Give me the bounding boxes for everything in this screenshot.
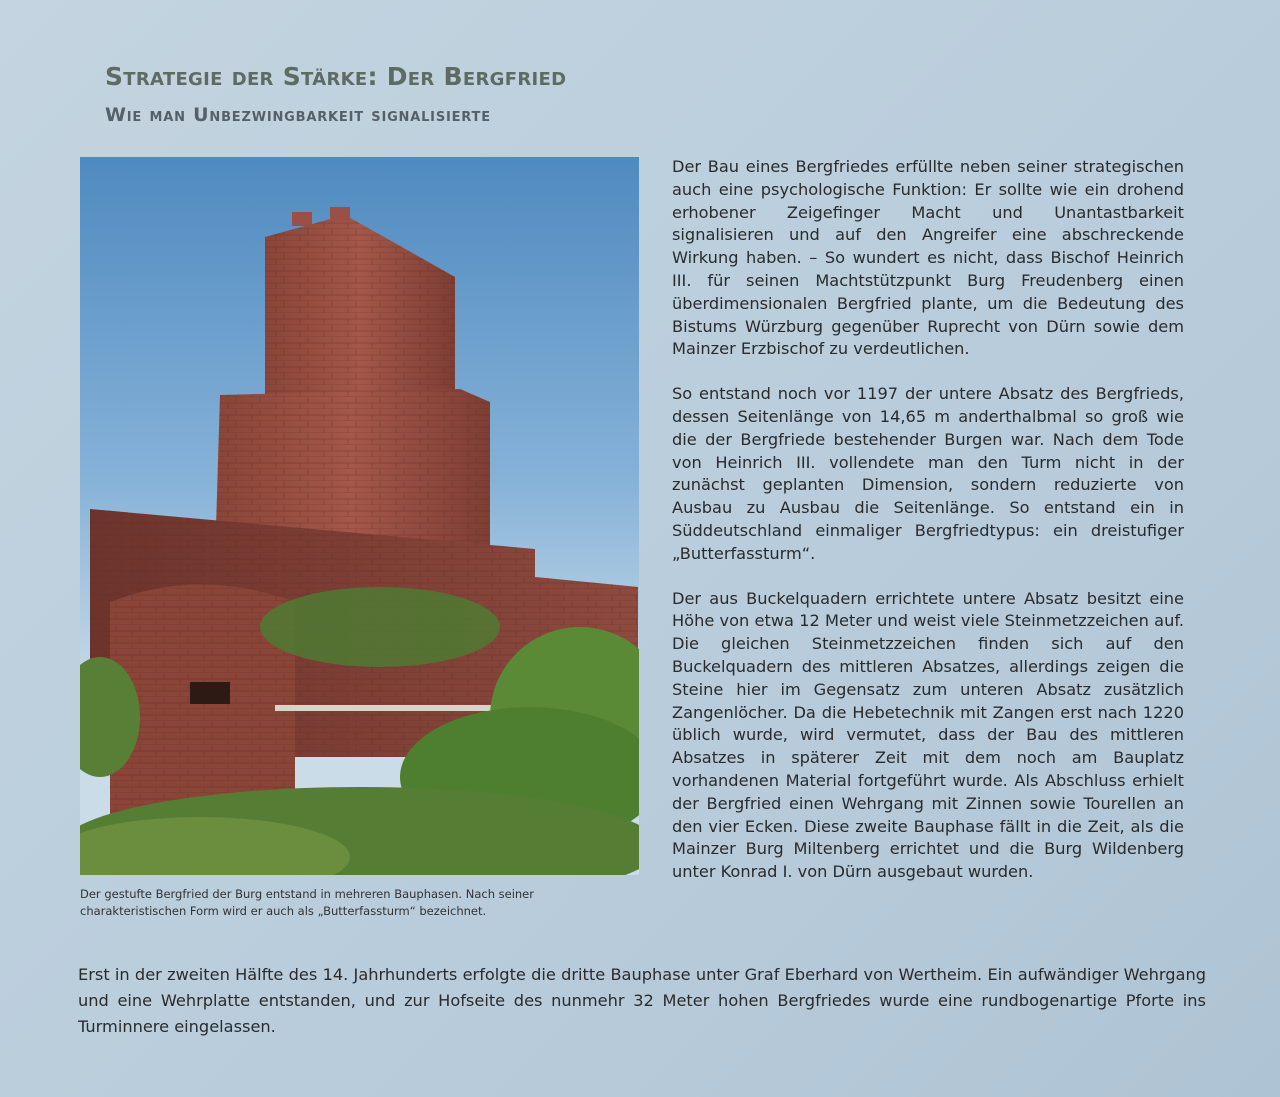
castle-tower-photo [80, 157, 639, 875]
paragraph: Der aus Buckelquadern errichtete untere Absatz besitzt eine Höhe von etwa 12 Meter und weist viele Steinmetzzeichen auf. Die gleichen Steinmetzzeichen finden sich auf den Buckelquadern des mittleren Absatzes, allerdings zeigen die Steine hier im Gegensatz zum unteren Absatz zusätzlich Zangenlöcher. Da die Hebetechnik mit Zangen erst nach 1220 üblich wurde, wird vermutet, dass der Bau des mittleren Absatzes in späterer Zeit mit dem noch am Bauplatz vorhandenen Material fortgeführt wurde. Als Abschluss erhielt der Bergfried einen Wehrgang mit Zinnen sowie Tourellen an den vier Ecken. Diese zweite Bauphase fällt in die Zeit, als die Mainzer Burg Miltenberg errichtet und die Burg Wildenberg unter Konrad I. von Dürn ausgebaut wurden. [672, 588, 1184, 882]
photo-caption: Der gestufte Bergfried der Burg entstand in mehreren Bauphasen. Nach seiner charakteristischen Form wird er auch als „Butterfassturm“ bezeichnet. [80, 887, 534, 918]
castle-tower-illustration [80, 157, 639, 875]
sign-title: Strategie der Stärke: Der Bergfried [105, 62, 567, 91]
sign-subtitle: Wie man Unbezwingbarkeit signalisierte [105, 104, 491, 126]
paragraph: So entstand noch vor 1197 der untere Absatz des Bergfrieds, dessen Seitenlänge von 14,65 m anderthalbmal so groß wie die der Bergfriede bestehender Burgen war. Nach dem Tode von Heinrich III. vollendete man den Turm nicht in der zunächst geplanten Dimension, sondern reduzierte von Ausbau zu Ausbau die Seitenlänge. So entstand ein in Süddeutschland einmaliger Bergfriedtypus: ein dreistufiger „Butterfassturm“. [672, 384, 1184, 563]
main-text-column [672, 156, 1184, 906]
bottom-paragraph: Erst in der zweiten Hälfte des 14. Jahrhunderts erfolgte die dritte Bauphase unter Graf Eberhard von Wertheim. Ein aufwändiger Wehrgang und eine Wehrplatte entstanden, und zur Hofseite des nunmehr 32 Meter hohen Bergfriedes wurde eine rundbogenartige Pforte ins Turminnere eingelassen. [78, 965, 1206, 1036]
paragraph: Der Bau eines Bergfriedes erfüllte neben seiner strategischen auch eine psychologische Funktion: Er sollte wie ein drohend erhobener Zeigefinger Macht und Unantastbarkeit signalisieren und auf den Angreifer eine abschreckende Wirkung haben. – So wundert es nicht, dass Bischof Heinrich III. für seinen Machtstützpunkt Burg Freudenberg einen überdimensionalen Bergfried plante, um die Bedeutung des Bistums Würzburg gegenüber Ruprecht von Dürn sowie dem Mainzer Erzbischof zu verdeutlichen. [672, 157, 1184, 359]
